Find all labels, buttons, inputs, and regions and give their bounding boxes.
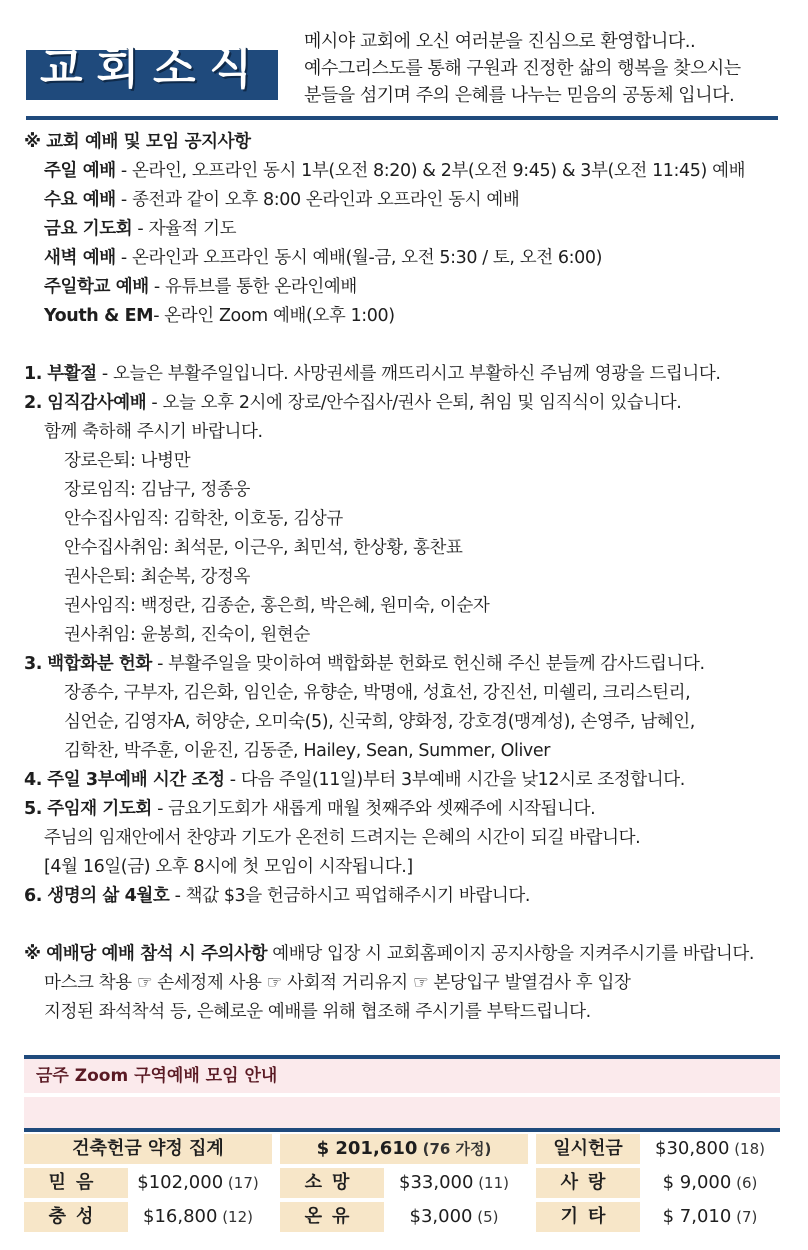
onetime-value: $30,800 xyxy=(655,1138,730,1159)
offering-table xyxy=(24,1128,780,1234)
news-desc: - 부활주일을 맞이하여 백합화분 헌화로 헌신해 주신 분들께 감사드립니다. xyxy=(151,654,705,674)
news-number: 2. xyxy=(24,393,43,413)
offering-value: $ 9,000 xyxy=(662,1172,732,1193)
offering-value-cell xyxy=(384,1168,524,1198)
worship-name: 수요 예배 xyxy=(44,190,116,210)
news-continuation: [4월 16일(금) 오후 8시에 첫 모임이 시작됩니다.] xyxy=(44,857,413,877)
news-desc: - 금요기도회가 새롭게 매월 첫째주와 셋째주에 시작됩니다. xyxy=(151,799,596,819)
offering-value: $102,000 xyxy=(137,1172,224,1193)
worship-item xyxy=(24,302,784,331)
offering-value-cell xyxy=(640,1168,780,1198)
news-item xyxy=(24,766,784,795)
caution-desc: 예배당 입장 시 교회홈페이지 공지사항을 지켜주시기를 바랍니다. xyxy=(267,944,755,964)
offering-summary-row xyxy=(24,1132,780,1166)
ordination-entry: 권사취임: 윤봉희, 진숙이, 원현순 xyxy=(64,625,310,645)
offering-value-cell xyxy=(128,1202,268,1232)
welcome-line: 분들을 섬기며 주의 은혜를 나누는 믿음의 공동체 입니다. xyxy=(304,85,735,106)
news-number: 5. xyxy=(24,799,43,819)
news-number: 4. xyxy=(24,770,43,790)
news-title: 부활절 xyxy=(47,364,97,384)
offering-row xyxy=(24,1200,780,1234)
zoom-title: 금주 Zoom 구역예배 모임 안내 xyxy=(24,1059,780,1093)
news-title: 임직감사예배 xyxy=(47,393,147,413)
worship-item xyxy=(24,186,784,215)
news-number: 1. xyxy=(24,364,43,384)
welcome-message xyxy=(304,28,794,109)
welcome-line: 메시야 교회에 오신 여러분을 진심으로 환영합니다.. xyxy=(304,31,696,52)
header xyxy=(0,0,808,120)
welcome-line: 예수그리스도를 통해 구원과 진정한 삶의 행복을 찾으시는 xyxy=(304,58,741,79)
cell-gap xyxy=(524,1168,536,1198)
worship-item xyxy=(24,157,784,186)
donor-names: 김학찬, 박주훈, 이윤진, 김동준, Hailey, Sean, Summer, Oliver xyxy=(64,741,551,761)
cell-gap xyxy=(272,1134,280,1164)
ordination-entry: 안수집사취임: 최석문, 이근우, 최민석, 한상황, 홍찬표 xyxy=(64,538,463,558)
offering-value: $33,000 xyxy=(399,1172,474,1193)
news-item xyxy=(24,882,784,911)
offering-count: (5) xyxy=(472,1208,499,1226)
caution-heading: ※ 예배당 예배 참석 시 주의사항 xyxy=(24,944,268,964)
ordination-entry: 권사은퇴: 최순복, 강정옥 xyxy=(64,567,251,587)
cell-gap xyxy=(528,1134,536,1164)
worship-item xyxy=(24,244,784,273)
spacer xyxy=(24,911,784,940)
news-desc: - 책값 $3을 헌금하시고 픽업해주시기 바랍니다. xyxy=(169,886,531,906)
offering-value-cell xyxy=(128,1168,268,1198)
news-title: 주일 3부예배 시간 조정 xyxy=(47,770,225,790)
onetime-value-cell xyxy=(640,1134,780,1164)
cell-gap xyxy=(268,1202,280,1232)
caution-note: 지정된 좌석착석 등, 은혜로운 예배를 위해 협조해 주시기를 부탁드립니다. xyxy=(44,1002,591,1022)
offering-label: 소망 xyxy=(280,1168,384,1198)
worship-name: 새벽 예배 xyxy=(44,248,116,268)
worship-name: 주일학교 예배 xyxy=(44,277,149,297)
offering-label: 사랑 xyxy=(536,1168,640,1198)
onetime-label: 일시헌금 xyxy=(536,1134,640,1164)
worship-name: Youth & EM xyxy=(44,306,154,326)
worship-item xyxy=(24,215,784,244)
onetime-count: (18) xyxy=(729,1140,765,1158)
offering-label: 온유 xyxy=(280,1202,384,1232)
news-item xyxy=(24,389,784,418)
donor-names: 심언순, 김영자A, 허양순, 오미숙(5), 신국희, 양화정, 강호경(맹계성), 손영주, 남혜인, xyxy=(64,712,695,732)
news-title: 백합화분 헌화 xyxy=(47,654,152,674)
news-title: 주임재 기도회 xyxy=(47,799,152,819)
offering-value-cell xyxy=(384,1202,524,1232)
worship-name: 주일 예배 xyxy=(44,161,116,181)
header-divider xyxy=(26,116,778,120)
news-item xyxy=(24,360,784,389)
worship-desc: - 자율적 기도 xyxy=(132,219,237,239)
worship-name: 금요 기도회 xyxy=(44,219,133,239)
news-continuation: 함께 축하해 주시기 바랍니다. xyxy=(44,422,263,442)
pledge-total-cell xyxy=(280,1134,528,1164)
spacer xyxy=(24,331,784,360)
news-desc: - 오늘은 부활주일입니다. 사망권세를 깨뜨리시고 부활하신 주님께 영광을 드립니다. xyxy=(96,364,721,384)
ordination-entry: 장로은퇴: 나병만 xyxy=(64,451,191,471)
worship-item xyxy=(24,273,784,302)
offering-value: $3,000 xyxy=(409,1206,473,1227)
ordination-entry: 장로임직: 김남구, 정종웅 xyxy=(64,480,251,500)
ordination-entry: 권사임직: 백정란, 김종순, 홍은희, 박은혜, 원미숙, 이순자 xyxy=(64,596,490,616)
worship-desc: - 유튜브를 통한 온라인예배 xyxy=(148,277,357,297)
offering-label: 믿음 xyxy=(24,1168,128,1198)
news-desc: - 오늘 오후 2시에 장로/안수집사/권사 은퇴, 취임 및 임직식이 있습니다. xyxy=(146,393,682,413)
offering-count: (11) xyxy=(473,1174,509,1192)
offering-count: (6) xyxy=(731,1174,758,1192)
pledge-label: 건축헌금 약정 집계 xyxy=(24,1134,272,1164)
offering-count: (7) xyxy=(731,1208,758,1226)
worship-desc: - 온라인과 오프라인 동시 예배(월-금, 오전 5:30 / 토, 오전 6:00) xyxy=(115,248,603,268)
offering-value: $16,800 xyxy=(143,1206,218,1227)
cell-gap xyxy=(524,1202,536,1232)
offering-label: 기타 xyxy=(536,1202,640,1232)
offering-count: (17) xyxy=(223,1174,259,1192)
offering-value: $ 7,010 xyxy=(662,1206,732,1227)
news-item xyxy=(24,795,784,824)
news-continuation: 주님의 임재안에서 찬양과 기도가 온전히 드려지는 은혜의 시간이 되길 바랍니다. xyxy=(44,828,641,848)
news-title: 생명의 삶 4월호 xyxy=(47,886,170,906)
pledge-count: (76 가정) xyxy=(417,1140,492,1158)
offering-label: 충성 xyxy=(24,1202,128,1232)
worship-desc: - 종전과 같이 오후 8:00 온라인과 오프라인 동시 예배 xyxy=(115,190,520,210)
caution-item xyxy=(24,940,784,969)
worship-desc: - 온라인, 오프라인 동시 1부(오전 8:20) & 2부(오전 9:45) & 3부(오전 11:45) 예배 xyxy=(115,161,746,181)
ordination-entry: 안수집사임직: 김학찬, 이호동, 김상규 xyxy=(64,509,343,529)
announcements xyxy=(24,128,784,1027)
caution-steps: 마스크 착용 ☞ 손세정제 사용 ☞ 사회적 거리유지 ☞ 본당입구 발열검사 후 입장 xyxy=(44,973,631,993)
news-desc: - 다음 주일(11일)부터 3부예배 시간을 낮12시로 조정합니다. xyxy=(224,770,685,790)
offering-row xyxy=(24,1166,780,1200)
worship-desc: - 온라인 Zoom 예배(오후 1:00) xyxy=(153,306,395,326)
zoom-empty-row xyxy=(24,1097,780,1131)
pledge-total: $ 201,610 xyxy=(316,1138,418,1159)
cell-gap xyxy=(268,1168,280,1198)
offering-value-cell xyxy=(640,1202,780,1232)
worship-heading: ※ 교회 예배 및 모임 공지사항 xyxy=(24,132,251,152)
offering-count: (12) xyxy=(217,1208,253,1226)
news-number: 6. xyxy=(24,886,43,906)
news-number: 3. xyxy=(24,654,43,674)
page-title: 교회소식 xyxy=(40,43,267,94)
news-item xyxy=(24,650,784,679)
zoom-section xyxy=(24,1055,780,1131)
donor-names: 장종수, 구부자, 김은화, 임인순, 유향순, 박명애, 성효선, 강진선, 미쉘리, 크리스틴리, xyxy=(64,683,691,703)
